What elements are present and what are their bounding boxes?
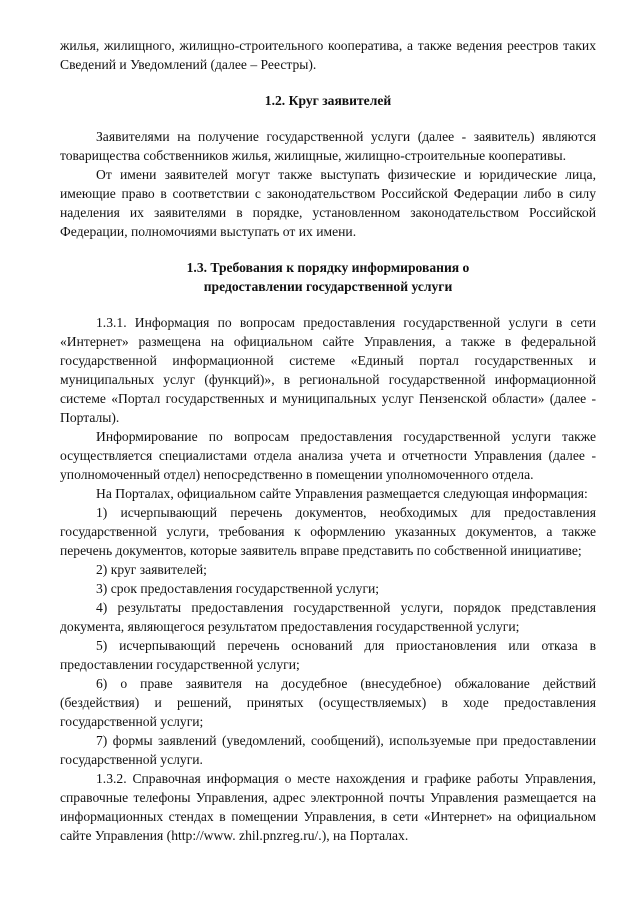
spacer [60, 74, 596, 91]
section-1-3-heading-line-2: предоставлении государственной услуги [203, 279, 453, 294]
section-1-2-heading: 1.2. Круг заявителей [264, 93, 392, 108]
list-item: 7) формы заявлений (уведомлений, сообщений), используемые при предоставлении государственной услуги. [60, 733, 596, 767]
intro-paragraph: жилья, жилищного, жилищно-строительного кооператива, а также ведения реестров таких Сведений и Уведомлений (далее – Реестры). [60, 38, 596, 72]
list-item: 3) срок предоставления государственной услуги; [96, 581, 380, 596]
section-1-2-paragraph-2: От имени заявителей могут также выступать физические и юридические лица, имеющие право в соответствии с законодательством Российской Федерации либо в силу наделения их заявителями в порядке, установленном законодательством Российской Федерации, полномочиями выступать от их имени. [60, 167, 596, 239]
spacer [60, 241, 596, 258]
document-page [60, 36, 596, 845]
section-1-3-paragraph-3: На Порталах, официальном сайте Управления размещается следующая информация: [96, 486, 588, 501]
spacer [60, 296, 596, 313]
list-item: 2) круг заявителей; [96, 562, 207, 577]
section-1-3-final-paragraph: 1.3.2. Справочная информация о месте нахождения и графике работы Управления, справочные телефоны Управления, адрес электронной почты Управления размещается на информационных стендах в помещении Управления, в сети «Интернет» на официальном сайте Управления (http://www. zhil.pnzreg.ru/.), на Порталах. [60, 771, 596, 843]
section-1-2-paragraph-1: Заявителями на получение государственной услуги (далее - заявитель) являются товарищества собственников жилья, жилищные, жилищно-строительные кооперативы. [60, 129, 596, 163]
section-1-3-heading-line-1: 1.3. Требования к порядку информирования о [186, 260, 470, 275]
list-item: 6) о праве заявителя на досудебное (внесудебное) обжалование действий (бездействия) и решений, принятых (осуществляемых) в ходе предоставления государственной услуги; [60, 676, 596, 729]
list-item: 4) результаты предоставления государственной услуги, порядок представления документа, являющегося результатом предоставления государственной услуги; [60, 600, 596, 634]
list-item: 1) исчерпывающий перечень документов, необходимых для предоставления государственной услуги, требования к оформлению указанных документов, а также перечень документов, которые заявитель вправе представить по собственной инициативе; [60, 505, 596, 558]
section-1-3-paragraph-2: Информирование по вопросам предоставления государственной услуги также осуществляется специалистами отдела анализа учета и отчетности Управления (далее - уполномоченный отдел) непосредственно в помещении уполномоченного отдела. [60, 429, 596, 482]
section-1-3-paragraph-1: 1.3.1. Информация по вопросам предоставления государственной услуги в сети «Интернет» размещена на официальном сайте Управления, а также в федеральной государственной информационной системе «Единый портал государственных и муниципальных услуг (функций)», в региональной государственной информационной системе «Портал государственных и муниципальных услуг Пензенской области» (далее - Порталы). [60, 315, 596, 425]
spacer [60, 110, 596, 127]
list-item: 5) исчерпывающий перечень оснований для приостановления или отказа в предоставлении государственной услуги; [60, 638, 596, 672]
